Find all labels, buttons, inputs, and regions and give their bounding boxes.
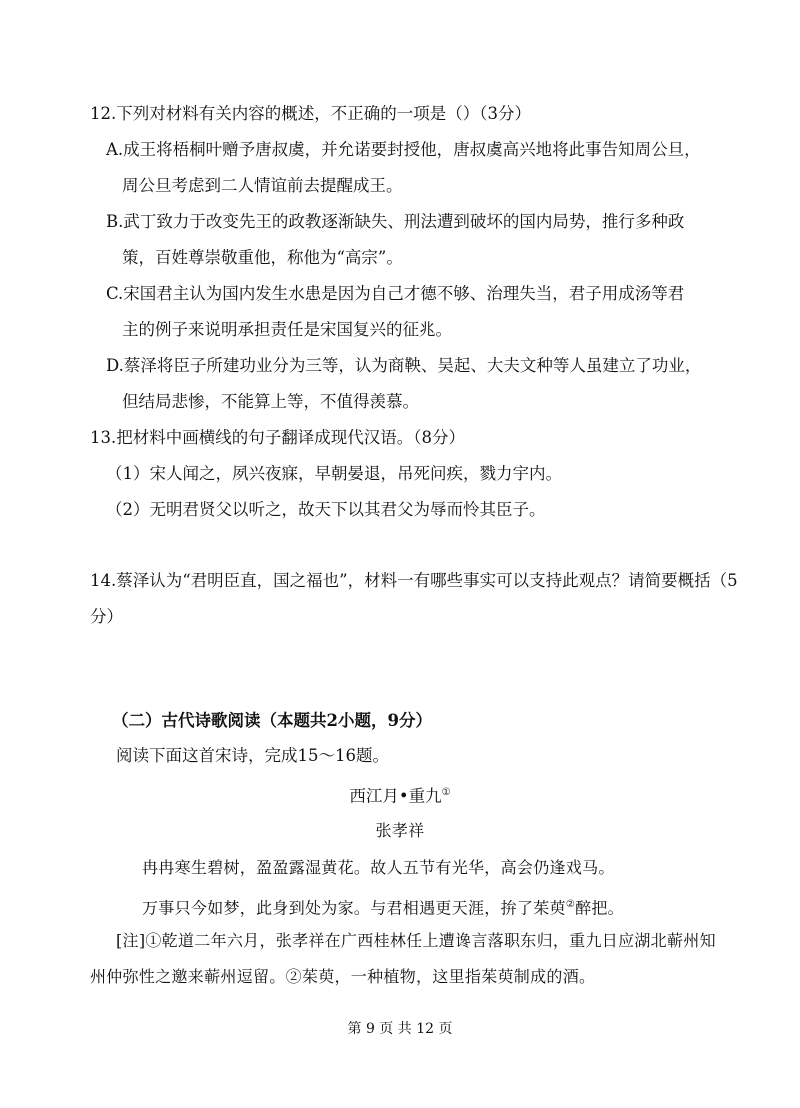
q12-option-d-line2: 但结局悲惨，不能算上等，不值得羡慕。 xyxy=(122,392,419,411)
q12-option-d-line1: D.蔡泽将臣子所建功业分为三等，认为商鞅、吴起、大夫文种等人虽建立了功业， xyxy=(106,356,702,375)
poem-line-2-note-marker: ② xyxy=(565,899,576,910)
poem-title-note-marker: ① xyxy=(441,787,451,798)
q12-option-b-line1: B.武丁致力于改变先王的政教逐渐缺失、刑法遭到破坏的国内局势，推行多种政 xyxy=(106,212,685,231)
note-line-1: [注]①乾道二年六月，张孝祥在广西桂林任上遭谗言落职东归，重九日应湖北蕲州知 xyxy=(116,931,716,950)
note-line-2: 州仲弥性之邀来蕲州逗留。②茱萸，一种植物，这里指茱萸制成的酒。 xyxy=(90,967,596,986)
poem-title xyxy=(0,782,800,808)
section2-title: （二）古代诗歌阅读（本题共2小题，9分） xyxy=(112,711,432,730)
q12-option-a-line2: 周公旦考虑到二人情谊前去提醒成王。 xyxy=(122,176,403,195)
poem-author: 张孝祥 xyxy=(375,821,425,840)
q14-line1: 14.蔡泽认为“君明臣直，国之福也”，材料一有哪些事实可以支持此观点？请简要概括（5 xyxy=(90,571,738,590)
page-number: 第 9 页 共 12 页 xyxy=(347,1021,453,1037)
q12-option-c-line1: C.宋国君主认为国内发生水患是因为自己才德不够、治理失当，君子用成汤等君 xyxy=(106,284,685,303)
poem-line-1: 冉冉寒生碧树，盈盈露湿黄花。故人五节有光华，高会仍逢戏马。 xyxy=(142,858,615,877)
q12-option-c-line2: 主的例子来说明承担责任是宋国复兴的征兆。 xyxy=(122,320,452,339)
q12-stem: 12.下列对材料有关内容的概述，不正确的一项是（）（3分） xyxy=(90,104,531,123)
q12-option-a-line1: A.成王将梧桐叶赠予唐叔虞，并允诺要封授他，唐叔虞高兴地将此事告知周公旦， xyxy=(106,140,701,159)
q13-item-2: （2）无明君贤父以听之，故天下以其君父为辱而怜其臣子。 xyxy=(106,500,546,519)
poem-line-2 xyxy=(142,894,624,919)
q14-line2: 分） xyxy=(90,607,123,626)
poem-title-text: 西江月•重九 xyxy=(349,786,442,806)
q13-stem: 13.把材料中画横线的句子翻译成现代汉语。（8分） xyxy=(90,428,465,447)
poem-line-2-b: 醉把。 xyxy=(575,898,624,918)
q12-option-b-line2: 策，百姓尊崇敬重他，称他为“高宗”。 xyxy=(122,248,403,267)
q13-item-1: （1）宋人闻之，夙兴夜寐，早朝晏退，吊死问疾，戮力宇内。 xyxy=(106,464,562,483)
section2-instruction: 阅读下面这首宋诗，完成15～16题。 xyxy=(116,746,389,765)
poem-line-2-a: 万事只今如梦，此身到处为家。与君相遇更天涯，拚了茱萸 xyxy=(142,898,566,918)
